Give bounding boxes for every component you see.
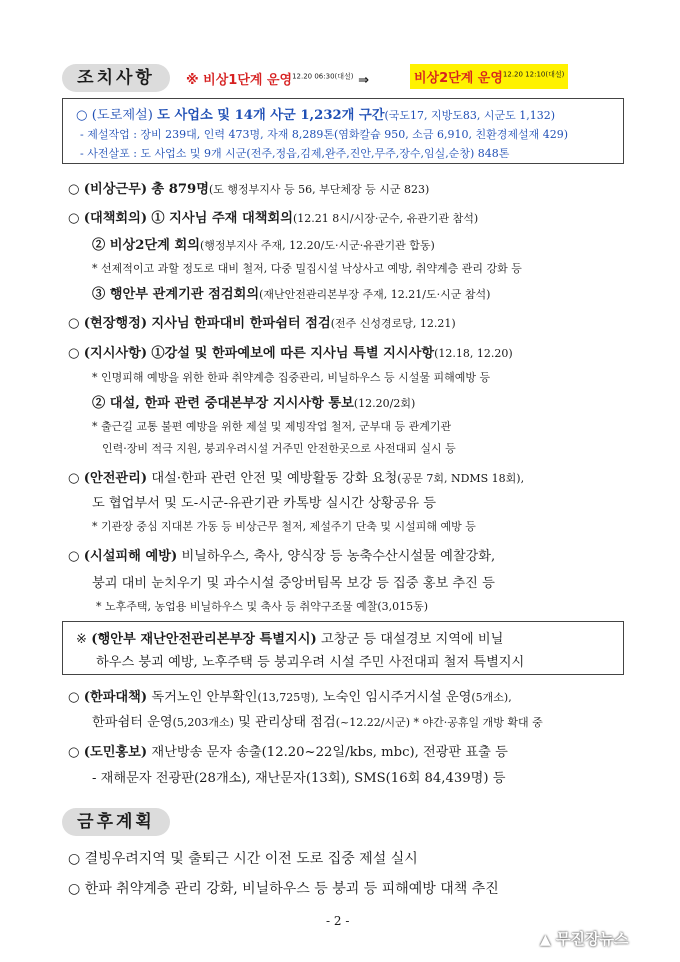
watermark-text: 무진장뉴스	[556, 930, 629, 948]
cold-small2: (5개소),	[471, 691, 512, 704]
cold-small4: (~12.22/시군) * 야간·공휴일 개방 확대 중	[335, 716, 543, 729]
emergency-text: 총 879명	[151, 182, 209, 197]
facility-note: * 노후주택, 농업용 비닐하우스 및 축사 등 취약구조물 예찰(3,015동)	[96, 600, 429, 613]
directives-d2-small: (12.20/2회)	[353, 397, 416, 410]
meetings-m3: ③ 행안부 관계기관 점검회의	[92, 287, 260, 302]
special-prefix: ※	[76, 632, 88, 647]
safety-tag: (안전관리)	[83, 471, 148, 486]
alert-arrow: ⇒	[358, 73, 369, 88]
field-small: (전주 신성경로당, 12.21)	[330, 317, 456, 330]
facility-text: 비닐하우스, 축사, 양식장 등 농축수산시설물 예찰강화,	[181, 549, 496, 564]
facility-line2: 붕괴 대비 눈치우기 및 과수시설 중앙버팀목 보강 등 집중 홍보 추진 등	[92, 576, 495, 591]
bullet: ○	[68, 549, 80, 564]
bullet: ○	[68, 211, 80, 226]
mountain-icon: ▲	[540, 932, 551, 948]
bullet: ○	[68, 690, 80, 705]
pr-line1	[68, 741, 508, 760]
alert-prefix: ※ 비상1단계 운영	[186, 73, 293, 88]
alert-line	[186, 69, 369, 88]
safety-line1	[68, 467, 524, 486]
meetings-m1-small: (12.21 8시/시장·군수, 유관기관 참석)	[292, 212, 479, 225]
cold-line1	[68, 686, 512, 705]
emergency-line	[68, 178, 429, 197]
plan-item-2: ○ 한파 취약계층 관리 강화, 비닐하우스 등 붕괴 등 피해예방 대책 추진	[68, 881, 499, 897]
meetings-m3-small: (재난안전관리본부장 주재, 12.21/도·시군 참석)	[259, 288, 491, 301]
cold-line2	[92, 711, 543, 730]
pr-line2: - 재해문자 전광판(28개소), 재난문자(13회), SMS(16회 84,439명) 등	[92, 771, 506, 786]
directives-d1-small: (12.18, 12.20)	[434, 347, 513, 360]
safety-text: 대설·한파 관련 안전 및 예방활동 강화 요청	[151, 471, 398, 486]
meetings-m2: ② 비상2단계 회의	[92, 238, 200, 253]
watermark-logo	[540, 928, 628, 949]
page-number: - 2 -	[326, 914, 350, 928]
road-snow-text: 도 사업소 및 14개 사군 1,232개 구간	[157, 108, 385, 123]
pr-text1: 재난방송 문자 송출(12.20~22일/kbs, mbc), 전광판 표출 등	[151, 745, 508, 760]
emergency-small: (도 행정부지사 등 56, 부단체장 등 시군 823)	[208, 183, 430, 196]
alert-step2-label: 비상2단계 운영	[414, 71, 503, 86]
cold-text2: 한파쉼터 운영	[92, 715, 173, 730]
directives-d1-note: * 인명피해 예방을 위한 한파 취약계층 집중관리, 비닐하우스 등 시설물 피해예방 등	[92, 371, 491, 384]
bullet: ○	[68, 316, 80, 331]
meetings-line1	[68, 207, 478, 226]
cold-small1: (13,725명),	[257, 691, 319, 704]
road-snow-line2: - 제설작업 : 장비 239대, 인력 473명, 자재 8,289톤(염화칼슘 950, 소금 6,910, 친환경제설재 429)	[80, 128, 569, 141]
field-line	[68, 312, 456, 331]
road-snow-tag: ○ (도로제설)	[76, 108, 153, 123]
plan-item-1: ○ 결빙우려지역 및 출퇴근 시간 이전 도로 집중 제설 실시	[68, 851, 418, 867]
pr-tag: (도민홍보)	[83, 745, 148, 760]
meetings-m1: ① 지사님 주재 대책회의	[151, 211, 293, 226]
road-snow-line3: - 사전살포 : 도 사업소 및 9개 시군(전주,정읍,김제,완주,진안,무주,장수,임실,순창) 848톤	[80, 147, 510, 160]
cold-text1b: 노숙인 임시주거시설 운영	[322, 690, 472, 705]
alert-step2-time: 12.20 12:10(대설)	[502, 70, 565, 79]
bullet: ○	[68, 471, 80, 486]
emergency-tag: (비상근무)	[83, 182, 148, 197]
meetings-m2-small: (행정부지사 주재, 12.20/도·시군·유관기관 합동)	[199, 239, 435, 252]
bullet: ○	[68, 346, 80, 361]
cold-tag: (한파대책)	[83, 690, 148, 705]
directives-line1	[68, 342, 513, 361]
road-snow-small: (국도17, 지방도83, 시군도 1,132)	[384, 109, 556, 122]
special-line1	[76, 628, 503, 647]
alert-step1-time: 12.20 06:30(대설)	[292, 72, 354, 81]
bullet: ○	[68, 182, 80, 197]
safety-line2: 도 협업부서 및 도-시군-유관기관 카톡방 실시간 상황공유 등	[92, 496, 436, 511]
safety-small: (공문 7회, NDMS 18회),	[397, 472, 525, 485]
special-line2: 하우스 붕괴 예방, 노후주택 등 붕괴우려 시설 주민 사전대피 철저 특별지시	[96, 655, 525, 670]
facility-line1	[68, 545, 495, 564]
meetings-line2	[92, 234, 435, 253]
directives-d2-note1: * 출근길 교통 불편 예방을 위한 제설 및 제빙작업 철저, 군부대 등 관계기관	[92, 420, 452, 433]
special-tag: (행안부 재난안전관리본부장 특별지시)	[91, 632, 317, 647]
cold-small3: (5,203개소)	[172, 716, 234, 729]
road-snow-line1	[76, 104, 555, 123]
safety-note: * 기관장 중심 지대본 가동 등 비상근무 철저, 제설주기 단축 및 시설피해 예방 등	[92, 520, 476, 533]
cold-text2b: 및 관리상태 점검	[238, 715, 336, 730]
meetings-line3	[92, 283, 490, 302]
directives-d2: ② 대설, 한파 관련 중대본부장 지시사항 통보	[92, 396, 354, 411]
section-title-plans: 금후계획	[62, 808, 170, 836]
facility-tag: (시설피해 예방)	[83, 549, 178, 564]
cold-text1: 독거노인 안부확인	[151, 690, 258, 705]
meetings-tag: (대책회의)	[83, 211, 148, 226]
directives-tag: (지시사항)	[83, 346, 148, 361]
special-text1: 고창군 등 대설경보 지역에 비닐	[320, 632, 504, 647]
bullet: ○	[68, 745, 80, 760]
alert-step2	[410, 64, 568, 89]
directives-d1: ①강설 및 한파예보에 따른 지사님 특별 지시사항	[151, 346, 435, 361]
field-text: 지사님 한파대비 한파쉼터 점검	[151, 316, 331, 331]
section-title-actions: 조치사항	[62, 64, 170, 92]
directives-line2	[92, 392, 415, 411]
meetings-m2-note: * 선제적이고 과할 정도로 대비 철저, 다중 밀집시설 낙상사고 예방, 취약계층 관리 강화 등	[92, 262, 522, 275]
directives-d2-note2: 인력·장비 적극 지원, 붕괴우려시설 거주민 안전한곳으로 사전대피 실시 등	[102, 442, 456, 455]
field-tag: (현장행정)	[83, 316, 148, 331]
